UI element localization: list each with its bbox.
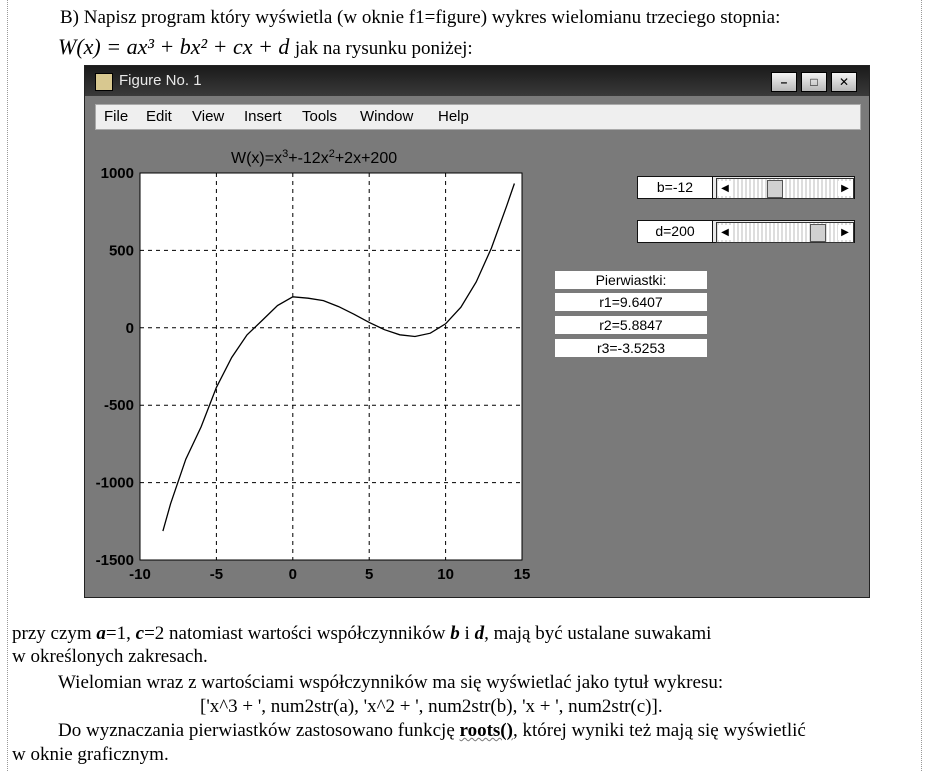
equation-suffix: jak na rysunku poniżej: bbox=[294, 38, 473, 59]
slider-d-right-arrow-icon[interactable]: ▶ bbox=[838, 225, 852, 240]
equation-line bbox=[58, 34, 473, 60]
x-tick-label: 0 bbox=[288, 566, 297, 583]
slider-d-thumb[interactable] bbox=[810, 224, 826, 242]
paragraph-1: przy czym a=1, c=2 natomiast wartości współczynników b i d, mają być ustalane suwakami bbox=[12, 623, 712, 644]
axes-background bbox=[140, 173, 522, 560]
window-title: Figure No. 1 bbox=[119, 72, 202, 89]
code-expression: ['x^3 + ', num2str(a), 'x^2 + ', num2str(b), 'x + ', num2str(c)]. bbox=[200, 696, 663, 717]
task-heading: B) Napisz program który wyświetla (w oknie f1=figure) wykres wielomianu trzeciego stopnia: bbox=[60, 7, 781, 28]
menu-insert[interactable]: Insert bbox=[244, 108, 282, 125]
root-r3: r3=-3.5253 bbox=[555, 339, 707, 357]
paragraph-5: Do wyznaczania pierwiastków zastosowano funkcję roots(), której wyniki też mają się wyświetlić bbox=[58, 720, 806, 741]
menu-edit[interactable]: Edit bbox=[146, 108, 172, 125]
roots-header: Pierwiastki: bbox=[555, 271, 707, 289]
slider-b-track[interactable] bbox=[716, 178, 854, 199]
minimize-button[interactable]: – bbox=[771, 72, 797, 92]
paragraph-3: Wielomian wraz z wartościami współczynników ma się wyświetlać jako tytuł wykresu: bbox=[58, 672, 724, 693]
y-tick-label: 500 bbox=[108, 242, 134, 260]
slider-d-left-arrow-icon[interactable]: ◀ bbox=[718, 225, 732, 240]
x-tick-label: -10 bbox=[129, 566, 151, 583]
slider-d-label: d=200 bbox=[638, 221, 713, 242]
root-r2: r2=5.8847 bbox=[555, 316, 707, 334]
slider-b-thumb[interactable] bbox=[767, 180, 783, 198]
polynomial-equation: W(x) = ax³ + bx² + cx + d bbox=[58, 34, 290, 59]
plot-area bbox=[85, 66, 869, 597]
slider-d-track[interactable] bbox=[716, 222, 854, 243]
y-tick-label: 0 bbox=[125, 319, 134, 337]
plot-title: $W(x)=x^3+-12x^2+2x+200$ bbox=[231, 148, 398, 167]
page-border-left bbox=[7, 0, 8, 771]
slider-b-left-arrow-icon[interactable]: ◀ bbox=[718, 181, 732, 196]
y-tick-label: -500 bbox=[103, 397, 134, 415]
x-tick-label: -5 bbox=[209, 566, 224, 583]
paragraph-6: w oknie graficznym. bbox=[12, 744, 169, 765]
slider-b-right-arrow-icon[interactable]: ▶ bbox=[838, 181, 852, 196]
figure-window bbox=[84, 65, 870, 598]
menu-file[interactable]: File bbox=[104, 108, 129, 125]
roots-function: roots() bbox=[459, 720, 513, 741]
slider-b-label: b=-12 bbox=[638, 177, 713, 198]
x-tick-label: 5 bbox=[365, 566, 374, 583]
y-tick-label: -1500 bbox=[95, 552, 134, 569]
y-tick-label: -1000 bbox=[95, 474, 134, 492]
menu-help[interactable]: Help bbox=[438, 108, 469, 125]
axes bbox=[96, 165, 531, 583]
y-tick-label: 1000 bbox=[100, 165, 134, 182]
slider-d[interactable] bbox=[637, 220, 855, 243]
menu-window[interactable]: Window bbox=[360, 108, 414, 125]
close-button[interactable]: ✕ bbox=[831, 72, 857, 92]
paragraph-2: w określonych zakresach. bbox=[12, 646, 208, 667]
x-tick-label: 15 bbox=[513, 566, 531, 583]
menu-tools[interactable]: Tools bbox=[302, 108, 338, 125]
x-tick-label: 10 bbox=[437, 566, 454, 583]
menu-view[interactable]: View bbox=[192, 108, 225, 125]
page-border-right bbox=[921, 0, 922, 771]
root-r1: r1=9.6407 bbox=[555, 293, 707, 311]
slider-b[interactable] bbox=[637, 176, 855, 199]
maximize-button[interactable]: □ bbox=[801, 72, 827, 92]
